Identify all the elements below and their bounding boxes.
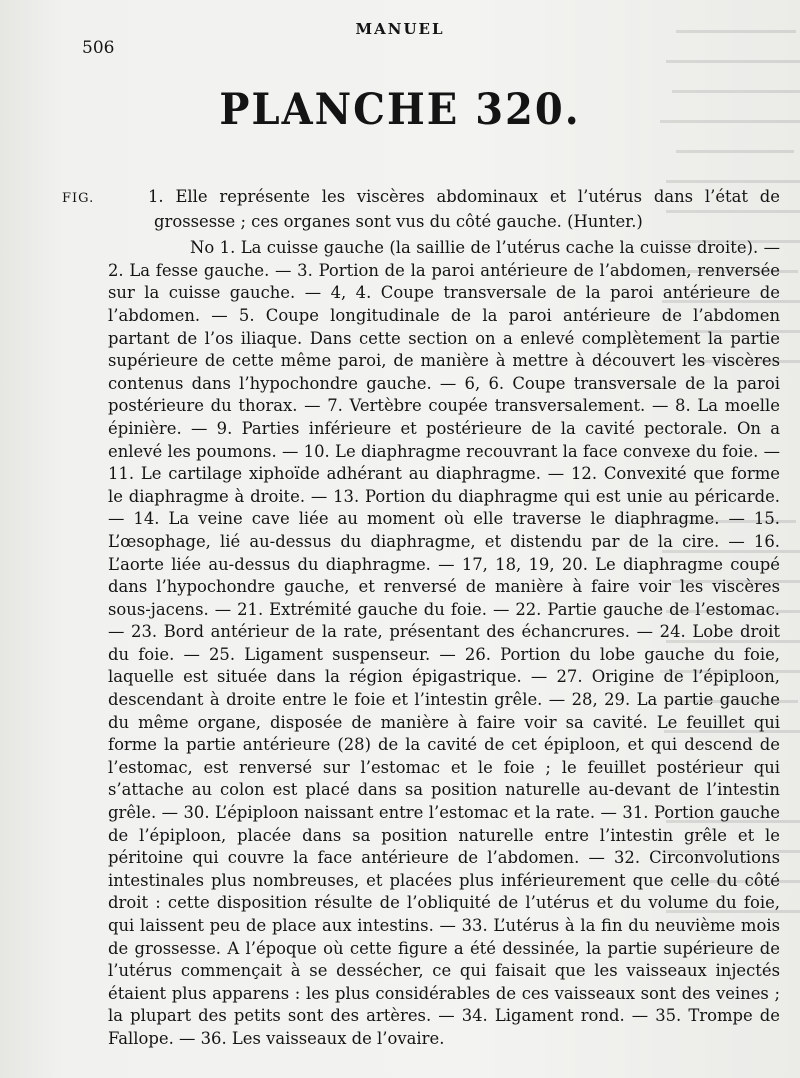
figure-intro-text: 1. Elle représente les viscères abdominaux et l’utérus dans l’état de grossesse ; ces organes sont vus du côté gauche. (Hunter.) xyxy=(148,187,780,231)
figure-legend: No 1. La cuisse gauche (la saillie de l’utérus cache la cuisse droite). — 2. La fesse gauche. — 3. Portion de la paroi antérieure de l’abdomen, renversée sur la cuisse gauche. — 4, 4. Coupe transversale de la paroi antérieure de l’abdomen. — 5. Coupe longitudinale de la paroi antérieure de l’abdomen partant de l’os iliaque. Dans cette section on a enlevé complètement la partie supérieure de cette même paroi, de manière à mettre à découvert les viscères contenus dans l’hypochondre gauche. — 6, 6. Coupe transversale de la paroi postérieure du thorax. — 7. Vertèbre coupée transversalement. — 8. La moelle épinière. — 9. Parties inférieure et postérieure de la cavité pectorale. On a enlevé les poumons. — 10. Le diaphragme recouvrant la face convexe du foie. — 11. Le cartilage xiphoïde adhérant au diaphragme. — 12. Convexité que forme le diaphragme à droite. — 13. Portion du diaphragme qui est unie au péricarde. — 14. La veine cave liée au moment où elle traverse le diaphragme. — 15. L’œsophage, lié au-dessus du diaphragme, et distendu par de la cire. — 16. L’aorte liée au-dessus du diaphragme. — 17, 18, 19, 20. Le diaphragme coupé dans l’hypochondre gauche, et renversé de manière à faire voir les viscères sous-jacens. — 21. Extrémité gauche du foie. — 22. Partie gauche de l’estomac. — 23. Bord antérieur de la rate, présentant des échancrures. — 24. Lobe droit du foie. — 25. Ligament suspenseur. — 26. Portion du lobe gauche du foie, laquelle est située dans la région épigastrique. — 27. Origine de l’épiploon, descendant à droite entre le foie et l’intestin grêle. — 28, 29. La partie gauche du même organe, disposée de manière à faire voir sa cavité. Le feuillet qui forme la partie antérieure (28) de la cavité de cet épiploon, et qui descend de l’estomac, est renversé sur l’estomac et le foie ; le feuillet postérieur qui s’attache au colon est placé dans sa position naturelle au-devant de l’intestin grêle. — 30. L’épiploon naissant entre l’estomac et la rate. — 31. Portion gauche de l’épiploon, placée dans sa position naturelle entre l’intestin grêle et le péritoine qui couvre la face antérieure de l’abdomen. — 32. Circonvolutions intestinales plus nombreuses, et placées plus inférieurement que celle du côté droit : cette disposition résulte de l’obliquité de l’utérus et du volume du foie, qui laissent peu de place aux intestins. — 33. L’utérus à la fin du neuvième mois de grossesse. A l’époque où cette figure a été dessinée, la partie supérieure de l’utérus commençait à se dessécher, ce qui faisait que les vaisseaux injectés étaient plus apparens : les plus considérables de ces vaisseaux sont des veines ; la plupart des petits sont des artères. — 34. Ligament rond. — 35. Trompe de Fallope. — 36. Les vaisseaux de l’ovaire. xyxy=(108,238,780,1048)
running-head: MANUEL xyxy=(355,20,445,38)
figure-intro xyxy=(62,186,780,233)
plate-description xyxy=(62,186,780,1051)
figure-label: FIG. xyxy=(62,191,95,206)
page-number: 506 xyxy=(82,38,115,58)
plate-title: PLANCHE 320. xyxy=(219,84,581,135)
